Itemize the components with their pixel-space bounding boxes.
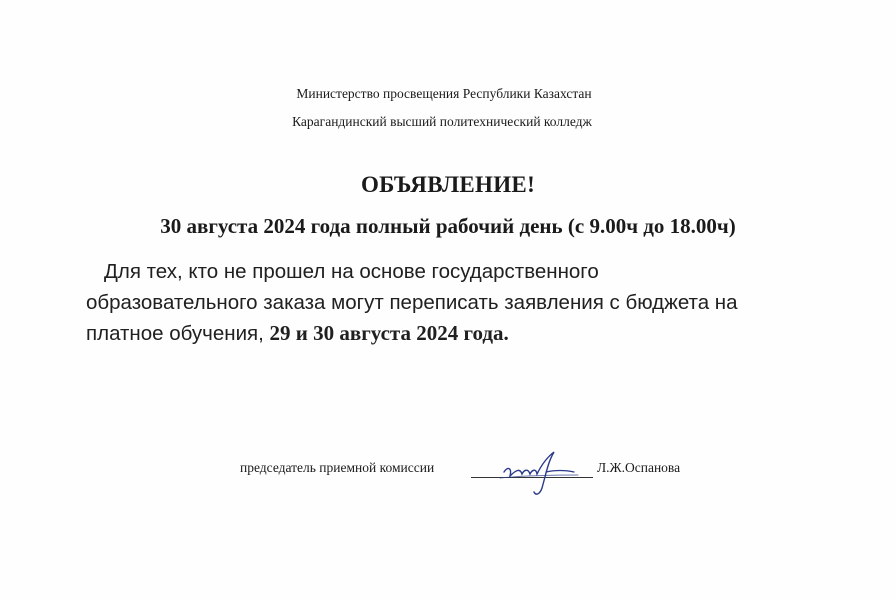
announcement-title: ОБЪЯВЛЕНИЕ! xyxy=(360,172,536,197)
announcement-line-2: образовательного заказа могут переписать заявления с бюджета на xyxy=(86,291,738,314)
announcement-dates: 29 и 30 августа 2024 года. xyxy=(269,321,509,345)
signature-role: председатель приемной комиссии xyxy=(240,460,435,475)
announcement-body xyxy=(86,256,856,349)
announcement-line-3 xyxy=(86,318,856,349)
college-name: Карагандинский высший политехнический колледж xyxy=(292,114,592,129)
announcement-line-1: Для тех, кто не прошел на основе государственного xyxy=(104,260,599,283)
signature-block xyxy=(0,448,896,498)
signature-image xyxy=(490,448,590,498)
workday-notice: 30 августа 2024 года полный рабочий день (с 9.00ч до 18.00ч) xyxy=(160,214,736,238)
announcement-line-3-text: платное обучения, xyxy=(86,322,270,345)
ministry-name: Министерство просвещения Республики Казахстан xyxy=(296,86,592,101)
signatory-name: Л.Ж.Оспанова xyxy=(597,460,681,475)
